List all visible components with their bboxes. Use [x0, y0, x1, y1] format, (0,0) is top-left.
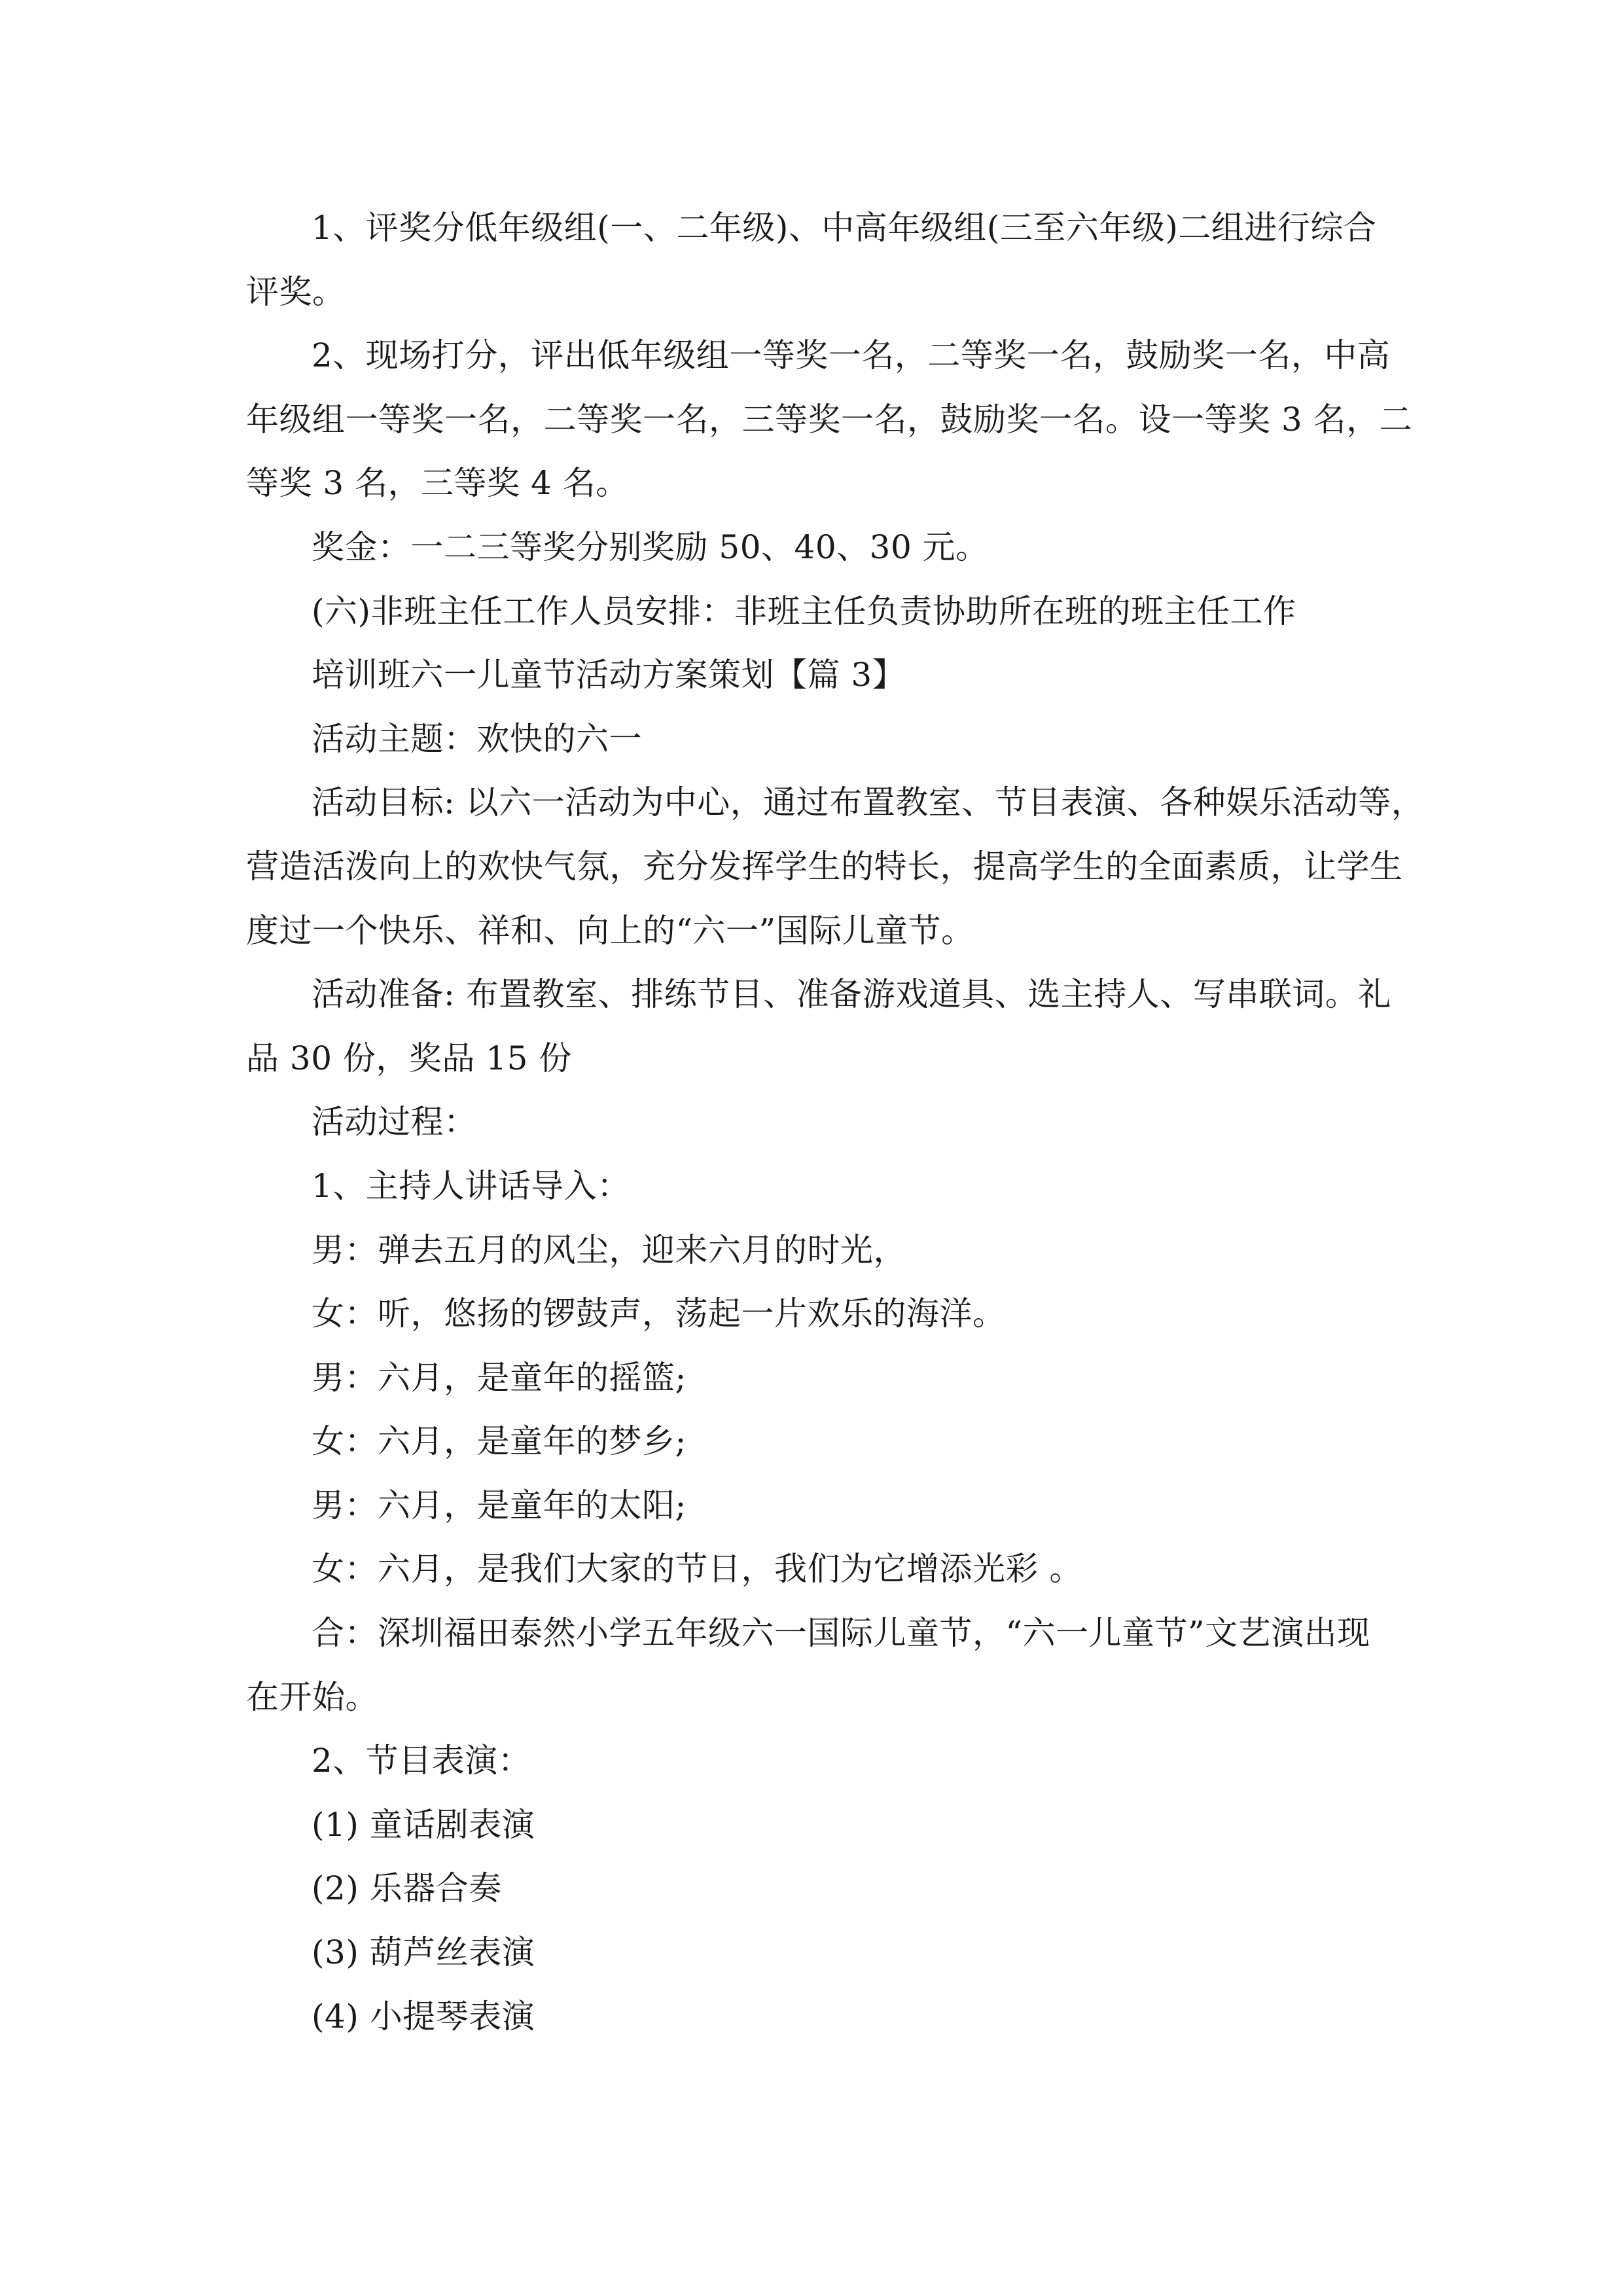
paragraph-line: 1、评奖分低年级组(一、二年级)、中高年级组(三至六年级)二组进行综合: [312, 209, 1377, 247]
list-item: (3) 葫芦丝表演: [312, 1933, 535, 1972]
paragraph-line: 1、主持人讲话导入：: [312, 1166, 630, 1205]
dialogue-line: 女：听，悠扬的锣鼓声，荡起一片欢乐的海洋。: [312, 1295, 1006, 1333]
paragraph-line: 活动过程：: [312, 1103, 477, 1141]
paragraph-line: 活动准备: 布置教室、排练节目、准备游戏道具、选主持人、写串联词。礼: [312, 975, 1391, 1014]
paragraph-line: 年级组一等奖一名，二等奖一名，三等奖一名，鼓励奖一名。设一等奖 3 名，二: [246, 400, 1413, 439]
dialogue-line: 女：六月，是我们大家的节日，我们为它增添光彩 。: [312, 1550, 1082, 1588]
dialogue-line: 女：六月，是童年的梦乡;: [312, 1422, 687, 1461]
list-item: (4) 小提琴表演: [312, 1997, 535, 2036]
dialogue-line: 男：弹去五月的风尘，迎来六月的时光，: [312, 1230, 906, 1269]
list-item: (2) 乐器合奏: [312, 1869, 502, 1908]
document-body: [246, 196, 1425, 2049]
paragraph-line: 品 30 份，奖品 15 份: [246, 1039, 572, 1077]
section-heading: 培训班六一儿童节活动方案策划【篇 3】: [312, 656, 906, 694]
paragraph-line: (六)非班主任工作人员安排：非班主任负责协助所在班的班主任工作: [312, 592, 1296, 630]
list-item: (1) 童话剧表演: [312, 1805, 535, 1844]
paragraph-line: 活动主题：欢快的六一: [312, 719, 642, 758]
paragraph-line: 营造活泼向上的欢快气氛，充分发挥学生的特长，提高学生的全面素质，让学生: [246, 847, 1403, 886]
dialogue-line: 在开始。: [246, 1677, 378, 1716]
paragraph-line: 活动目标: 以六一活动为中心，通过布置教室、节目表演、各种娱乐活动等，: [312, 783, 1425, 822]
paragraph-line: 2、节目表演：: [312, 1742, 531, 1780]
dialogue-line: 合：深圳福田泰然小学五年级六一国际儿童节，“六一儿童节”文艺演出现: [312, 1614, 1370, 1653]
dialogue-line: 男：六月，是童年的摇篮;: [312, 1358, 687, 1397]
paragraph-line: 等奖 3 名，三等奖 4 名。: [246, 464, 629, 503]
paragraph-line: 2、现场打分，评出低年级组一等奖一名，二等奖一名，鼓励奖一名，中高: [312, 336, 1391, 375]
paragraph-line: 评奖。: [246, 272, 346, 311]
dialogue-line: 男：六月，是童年的太阳;: [312, 1486, 687, 1524]
paragraph-line: 奖金：一二三等奖分别奖励 50、40、30 元。: [312, 528, 989, 566]
paragraph-line: 度过一个快乐、祥和、向上的“六一”国际儿童节。: [246, 911, 974, 950]
